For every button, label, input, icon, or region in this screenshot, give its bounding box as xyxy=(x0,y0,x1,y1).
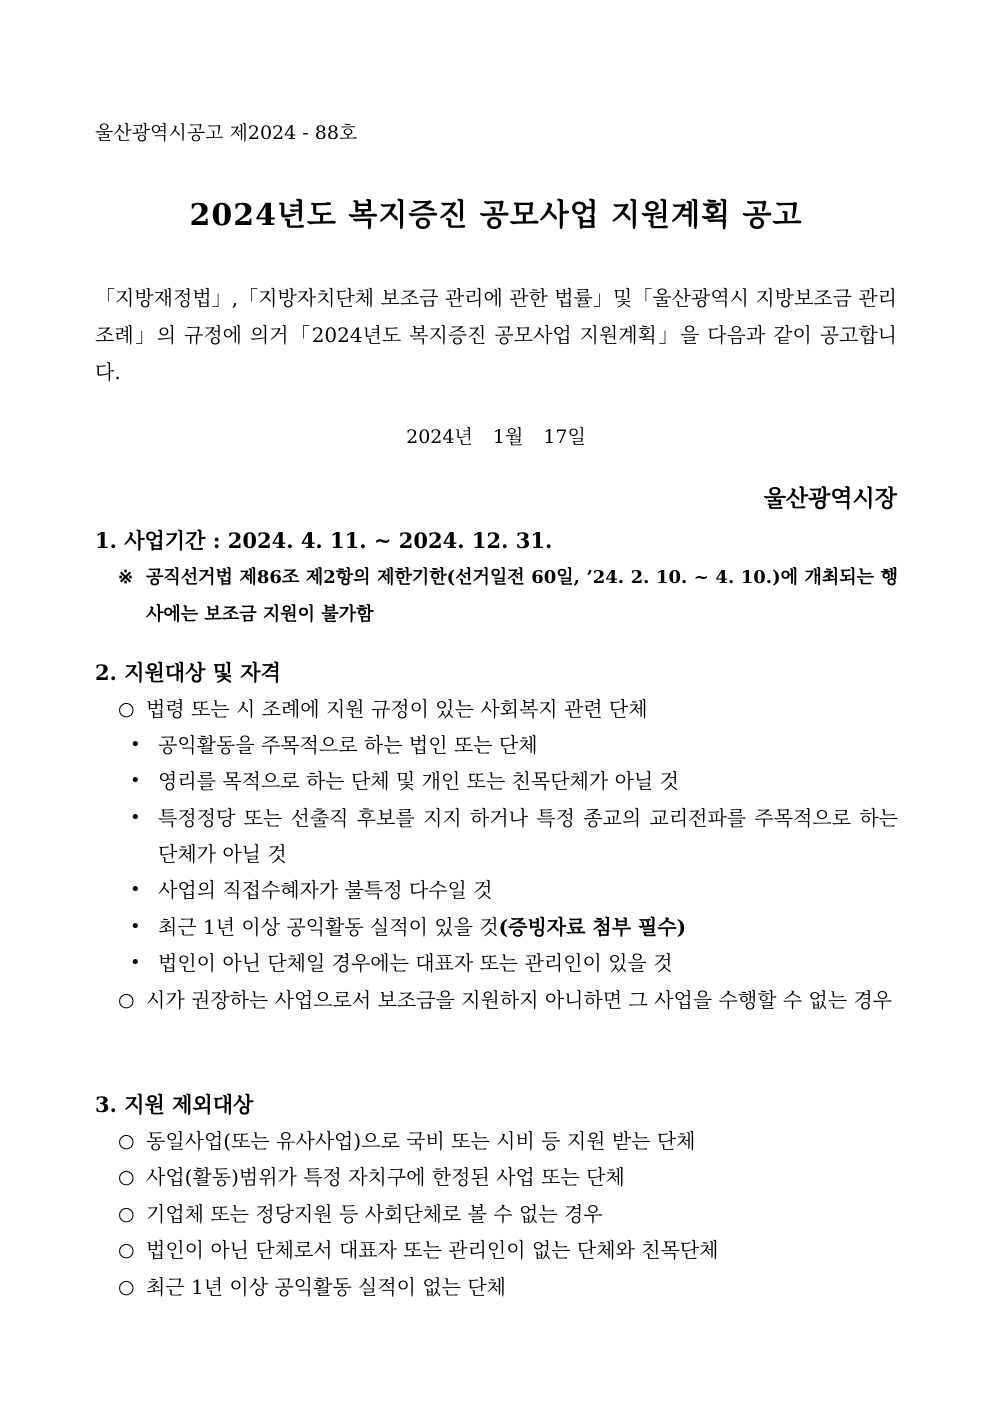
sub-item xyxy=(130,763,898,799)
circle-mark: ○ xyxy=(118,1203,135,1225)
bullet-mark: • xyxy=(130,734,141,755)
issuer-name: 울산광역시장 xyxy=(763,485,897,512)
sub-item xyxy=(130,800,898,872)
list-item-text: 동일사업(또는 유사사업)으로 국비 또는 시비 등 지원 받는 단체 xyxy=(146,1129,696,1153)
section1-heading: 1. 사업기간 : 2024. 4. 11. ~ 2024. 12. 31. xyxy=(95,528,553,553)
sub-item-main: 최근 1년 이상 공익활동 실적이 있을 것 xyxy=(158,915,499,939)
sub-item xyxy=(130,945,898,981)
notice-number: 울산광역시공고 제2024 - 88호 xyxy=(95,122,358,144)
list-item-text: 사업(활동)범위가 특정 자치구에 한정된 사업 또는 단체 xyxy=(146,1165,625,1189)
sub-item-text: 법인이 아닌 단체일 경우에는 대표자 또는 관리인이 있을 것 xyxy=(158,951,673,975)
list-item-text: 법령 또는 시 조례에 지원 규정이 있는 사회복지 관련 단체 xyxy=(146,697,648,721)
bullet-mark: • xyxy=(130,770,141,791)
note-mark: ※ xyxy=(118,567,134,588)
circle-mark: ○ xyxy=(118,1166,135,1188)
bullet-mark: • xyxy=(130,879,141,900)
list-item-text: 시가 권장하는 사업으로서 보조금을 지원하지 아니하면 그 사업을 수행할 수 없는 경우 xyxy=(146,988,893,1012)
list-item-text: 기업체 또는 정당지원 등 사회단체로 볼 수 없는 경우 xyxy=(146,1202,603,1226)
list-item-text: 최근 1년 이상 공익활동 실적이 없는 단체 xyxy=(146,1275,506,1299)
section1-note xyxy=(118,559,898,633)
circle-mark: ○ xyxy=(118,1130,135,1152)
list-item xyxy=(118,1196,898,1232)
list-item xyxy=(118,1159,898,1195)
list-item xyxy=(118,1232,898,1268)
sub-item-text: 공익활동을 주목적으로 하는 법인 또는 단체 xyxy=(158,733,538,757)
circle-mark: ○ xyxy=(118,698,135,720)
bullet-mark: • xyxy=(130,916,141,937)
list-item xyxy=(118,1269,898,1305)
sub-item-text: 영리를 목적으로 하는 단체 및 개인 또는 친목단체가 아닐 것 xyxy=(158,769,679,793)
notice-date: 2024년 1월 17일 xyxy=(406,426,586,448)
bullet-mark: • xyxy=(130,952,141,973)
list-item xyxy=(118,982,898,1018)
intro-paragraph: 「지방재정법」,「지방자치단체 보조금 관리에 관한 법률」및「울산광역시 지방보조금 관리 조례」의 규정에 의거「2024년도 복지증진 공모사업 지원계획」을 다음과 같이 공고합니다. xyxy=(95,286,897,384)
bullet-mark: • xyxy=(130,807,141,828)
section3-heading: 3. 지원 제외대상 xyxy=(95,1092,254,1117)
list-item xyxy=(118,1123,898,1159)
sub-item-text xyxy=(130,909,898,945)
sub-item xyxy=(130,909,898,945)
section2-heading: 2. 지원대상 및 자격 xyxy=(95,660,281,685)
sub-item-text: 사업의 직접수혜자가 불특정 다수일 것 xyxy=(158,878,493,902)
sub-item-text: 특정정당 또는 선출직 후보를 지지 하거나 특정 종교의 교리전파를 주목적으로 하는 단체가 아닐 것 xyxy=(158,806,898,866)
list-item xyxy=(118,691,898,727)
circle-mark: ○ xyxy=(118,989,135,1011)
circle-mark: ○ xyxy=(118,1239,135,1261)
evidence-required: (증빙자료 첨부 필수) xyxy=(498,915,687,939)
list-item-text: 법인이 아닌 단체로서 대표자 또는 관리인이 없는 단체와 친목단체 xyxy=(146,1238,719,1262)
document-title: 2024년도 복지증진 공모사업 지원계획 공고 xyxy=(189,198,803,233)
sub-item xyxy=(130,872,898,908)
sub-item xyxy=(130,727,898,763)
note-text: 공직선거법 제86조 제2항의 제한기한(선거일전 60일, ’24. 2. 10. ~ 4. 10.)에 개최되는 행사에는 보조금 지원이 불가함 xyxy=(146,567,898,625)
circle-mark: ○ xyxy=(118,1276,135,1298)
